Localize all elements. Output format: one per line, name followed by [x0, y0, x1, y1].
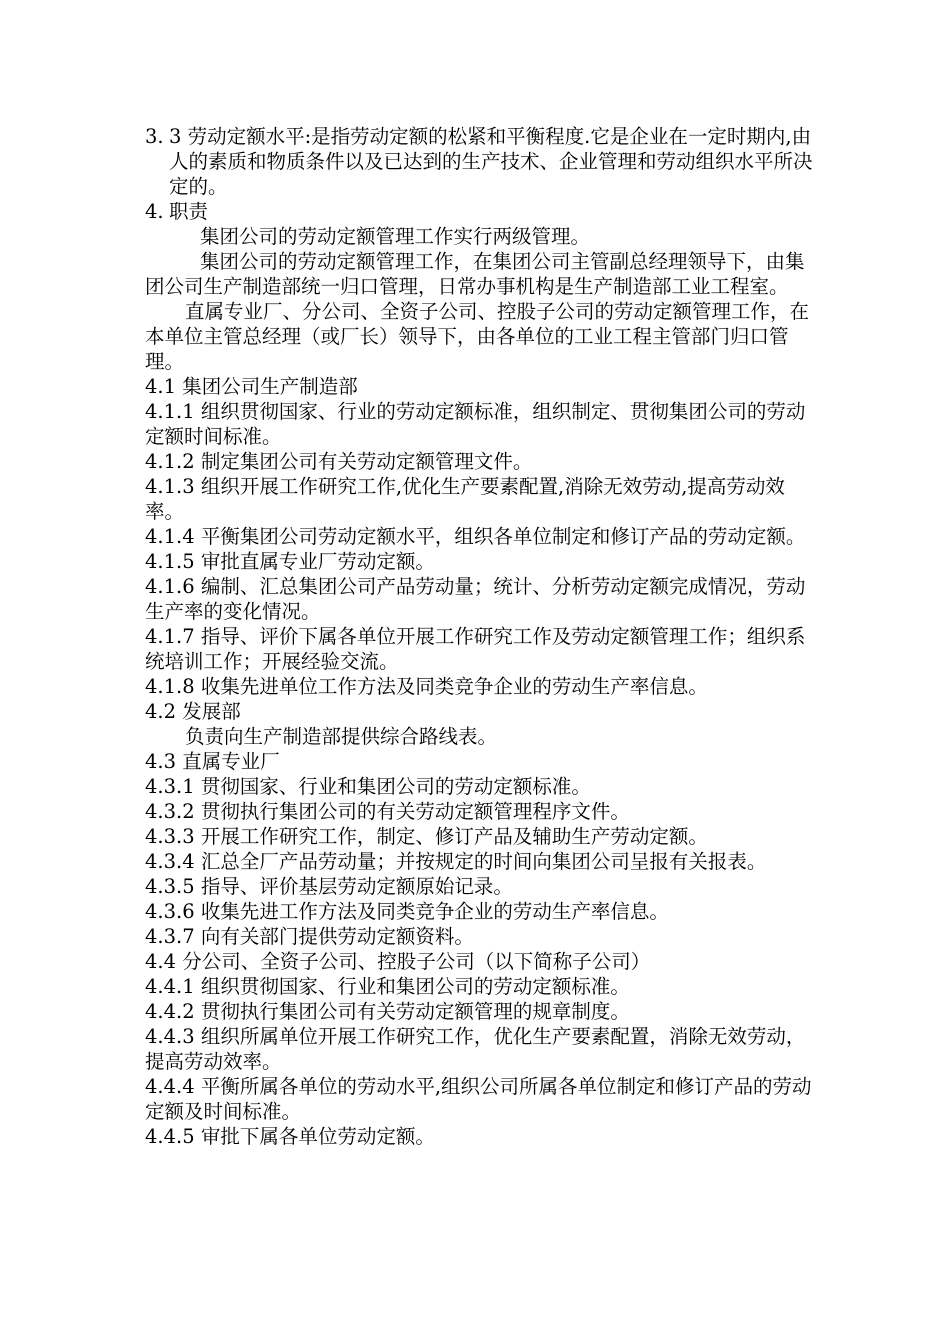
item-4-4-1: 4.4.1 组织贯彻国家、行业和集团公司的劳动定额标准。 — [145, 975, 630, 998]
section-3 — [145, 124, 817, 199]
item-4-1-6: 4.1.6 编制、汇总集团公司产品劳动量；统计、分析劳动定额完成情况，劳动生产率的变化情况。 — [145, 575, 806, 623]
paragraph-4-2: 负责向生产制造部提供综合路线表。 — [185, 725, 498, 748]
item-4-1-1: 4.1.1 组织贯彻国家、行业的劳动定额标准，组织制定、贯彻集团公司的劳动定额时间标准。 — [145, 400, 806, 448]
document-body — [145, 124, 817, 1149]
heading-4-2: 4.2 发展部 — [145, 700, 241, 723]
item-4-1-8: 4.1.8 收集先进单位工作方法及同类竞争企业的劳动生产率信息。 — [145, 675, 708, 698]
heading-4-1: 4.1 集团公司生产制造部 — [145, 375, 358, 398]
heading-4-3: 4.3 直属专业厂 — [145, 750, 280, 773]
section-4-number: 4. — [145, 200, 164, 223]
section-3-number: 3. — [145, 125, 164, 148]
item-4-3-4: 4.3.4 汇总全厂产品劳动量；并按规定的时间向集团公司呈报有关报表。 — [145, 850, 767, 873]
item-4-3-5: 4.3.5 指导、评价基层劳动定额原始记录。 — [145, 875, 513, 898]
item-4-4-3: 4.4.3 组织所属单位开展工作研究工作，优化生产要素配置，消除无效劳动，提高劳动效率。 — [145, 1025, 806, 1073]
item-4-4-4: 4.4.4 平衡所属各单位的劳动水平,组织公司所属各单位制定和修订产品的劳动定额及时间标准。 — [145, 1075, 812, 1123]
section-4-title: 职责 — [169, 200, 209, 223]
item-4-1-2: 4.1.2 制定集团公司有关劳动定额管理文件。 — [145, 450, 533, 473]
item-4-1-4: 4.1.4 平衡集团公司劳动定额水平，组织各单位制定和修订产品的劳动定额。 — [145, 525, 806, 548]
item-4-4-2: 4.4.2 贯彻执行集团公司有关劳动定额管理的规章制度。 — [145, 1000, 630, 1023]
section-3-text: 3 劳动定额水平:是指劳动定额的松紧和平衡程度.它是企业在一定时期内,由人的素质和物质条件以及已达到的生产技术、企业管理和劳动组织水平所决定的。 — [169, 125, 813, 198]
item-4-4-5: 4.4.5 审批下属各单位劳动定额。 — [145, 1125, 435, 1148]
item-4-3-1: 4.3.1 贯彻国家、行业和集团公司的劳动定额标准。 — [145, 775, 591, 798]
item-4-3-6: 4.3.6 收集先进工作方法及同类竞争企业的劳动生产率信息。 — [145, 900, 669, 923]
item-4-1-7: 4.1.7 指导、评价下属各单位开展工作研究工作及劳动定额管理工作；组织系统培训工作；开展经验交流。 — [145, 625, 806, 673]
item-4-1-5: 4.1.5 审批直属专业厂劳动定额。 — [145, 550, 435, 573]
item-4-3-3: 4.3.3 开展工作研究工作，制定、修订产品及辅助生产劳动定额。 — [145, 825, 708, 848]
item-4-3-2: 4.3.2 贯彻执行集团公司的有关劳动定额管理程序文件。 — [145, 800, 630, 823]
section-4 — [145, 199, 817, 224]
paragraph-unit-management: 直属专业厂、分公司、全资子公司、控股子公司的劳动定额管理工作，在本单位主管总经理（或厂长）领导下，由各单位的工业工程主管部门归口管理。 — [145, 300, 810, 373]
item-4-1-3: 4.1.3 组织开展工作研究工作,优化生产要素配置,消除无效劳动,提高劳动效率。 — [145, 475, 785, 523]
heading-4-4: 4.4 分公司、全资子公司、控股子公司（以下简称子公司） — [145, 950, 651, 973]
item-4-3-7: 4.3.7 向有关部门提供劳动定额资料。 — [145, 925, 474, 948]
paragraph-group-management: 集团公司的劳动定额管理工作，在集团公司主管副总经理领导下，由集团公司生产制造部统一归口管理，日常办事机构是生产制造部工业工程室。 — [145, 250, 805, 298]
paragraph-two-level: 集团公司的劳动定额管理工作实行两级管理。 — [200, 225, 591, 248]
